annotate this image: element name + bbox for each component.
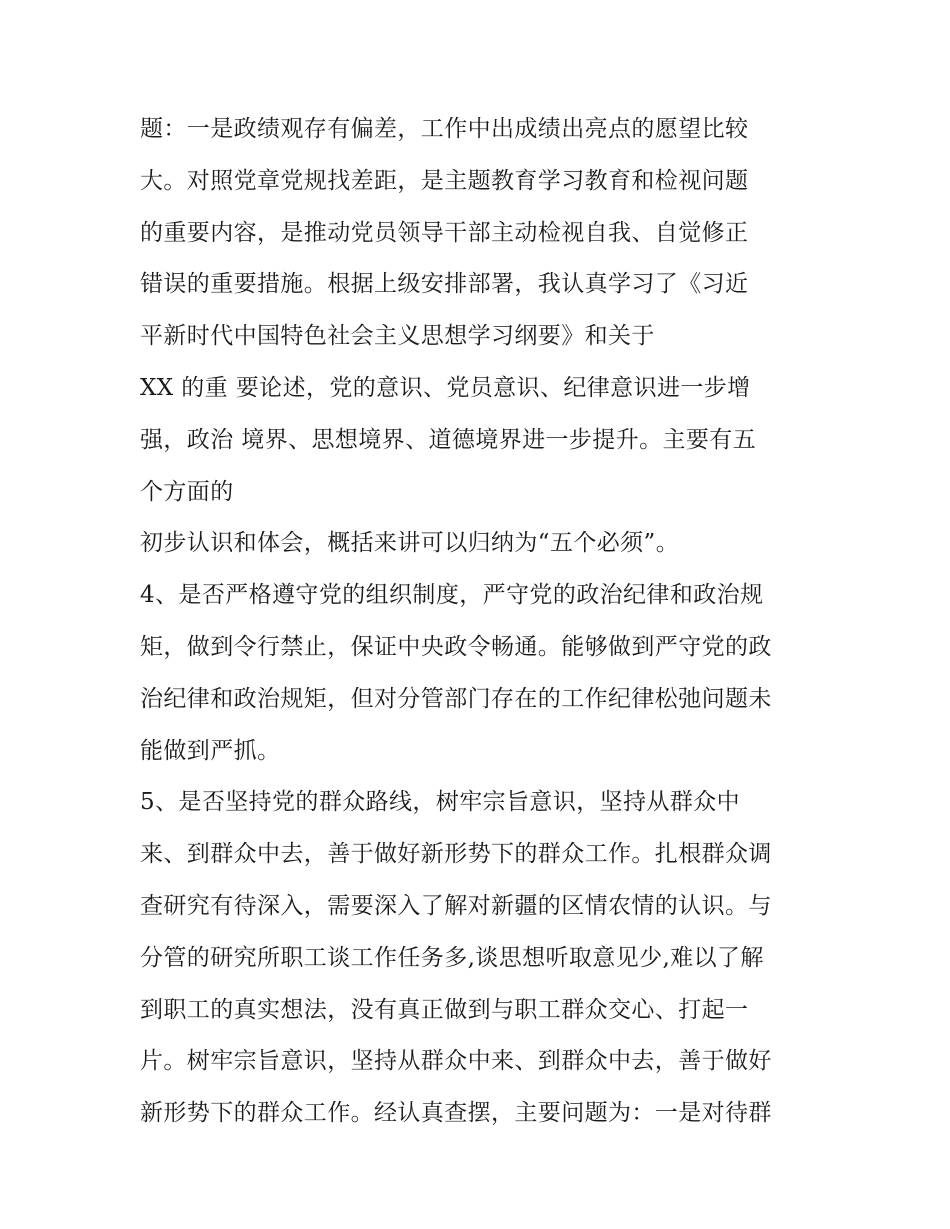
text-line: 分管的研究所职工谈工作任务多,谈思想听取意见少,难以了解 — [140, 944, 764, 971]
text-line: 大。对照党章党规找差距，是主题教育学习教育和检视问题 — [140, 167, 749, 194]
text-line: XX 的重 要论述，党的意识、党员意识、纪律意识进一步增 — [140, 374, 751, 401]
text-line: 的重要内容，是推动党员领导干部主动检视自我、自觉修正 — [140, 219, 749, 246]
text-line: 平新时代中国特色社会主义思想学习纲要》和关于 — [140, 323, 655, 350]
text-line: 到职工的真实想法，没有真正做到与职工群众交心、打起一 — [140, 996, 749, 1023]
text-line: 4、是否严格遵守党的组织制度，严守党的政治纪律和政治规 — [140, 582, 764, 609]
text-line: 矩，做到令行禁止，保证中央政令畅通。能够做到严守党的政 — [140, 633, 772, 660]
text-line: 个方面的 — [140, 478, 234, 505]
text-line: 强，政治 境界、思想境界、道德境界进一步提升。主要有五 — [140, 426, 757, 453]
document-body — [140, 104, 820, 1140]
text-line: 新形势下的群众工作。经认真查摆，主要问题为：一是对待群 — [140, 1100, 772, 1127]
text-line: 题：一是政绩观存有偏差，工作中出成绩出亮点的愿望比较 — [140, 116, 749, 142]
text-line: 5、是否坚持党的群众路线，树牢宗旨意识，坚持从群众中 — [140, 789, 741, 816]
text-line: 能做到严抓。 — [140, 737, 281, 764]
text-line: 查研究有待深入，需要深入了解对新疆的区情农情的认识。与 — [140, 892, 772, 919]
text-line: 初步认识和体会，概括来讲可以归纳为“五个必须”。 — [140, 530, 680, 557]
text-line: 错误的重要措施。根据上级安排部署，我认真学习了《习近 — [140, 271, 749, 298]
text-line: 来、到群众中去，善于做好新形势下的群众工作。扎根群众调 — [140, 841, 772, 868]
text-line: 片。树牢宗旨意识，坚持从群众中来、到群众中去，善于做好 — [140, 1048, 772, 1075]
text-line: 治纪律和政治规矩，但对分管部门存在的工作纪律松弛问题未 — [140, 685, 772, 712]
